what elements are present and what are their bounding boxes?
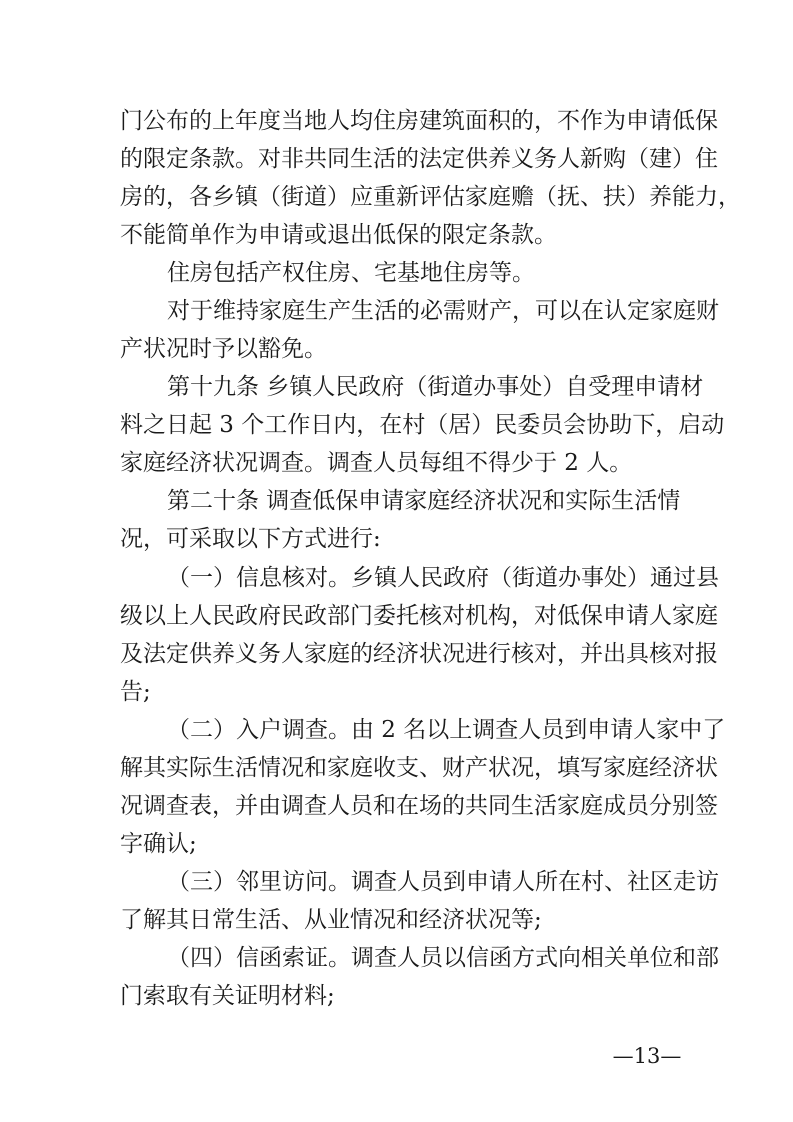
text-line: 字确认; bbox=[120, 831, 197, 857]
text-line: 况，可采取以下方式进行: bbox=[120, 526, 381, 552]
page-number: —13— bbox=[612, 1044, 682, 1068]
text-line: 级以上人民政府民政部门委托核对机构，对低保申请人家庭 bbox=[120, 603, 718, 629]
text-line: （四）信函索证。调查人员以信函方式向相关单位和部 bbox=[167, 945, 719, 971]
text-line: 对于维持家庭生产生活的必需财产，可以在认定家庭财 bbox=[167, 298, 719, 324]
text-line: 了解其日常生活、从业情况和经济状况等; bbox=[120, 907, 542, 933]
text-line: 告; bbox=[120, 679, 151, 705]
text-line: 家庭经济状况调查。调查人员每组不得少于 2 人。 bbox=[120, 450, 633, 476]
text-line: 门公布的上年度当地人均住房建筑面积的，不作为申请低保 bbox=[120, 108, 718, 134]
text-line: 及法定供养义务人家庭的经济状况进行核对，并出具核对报 bbox=[120, 641, 718, 667]
text-line: 解其实际生活情况和家庭收支、财产状况，填写家庭经济状 bbox=[120, 755, 718, 781]
text-line: 的限定条款。对非共同生活的法定供养义务人新购（建）住 bbox=[120, 146, 718, 172]
text-line: （三）邻里访问。调查人员到申请人所在村、社区走访 bbox=[167, 869, 719, 895]
text-line: 产状况时予以豁免。 bbox=[120, 336, 327, 362]
text-line: 料之日起 3 个工作日内，在村（居）民委员会协助下，启动 bbox=[120, 412, 725, 438]
text-line: 门索取有关证明材料; bbox=[120, 983, 335, 1009]
text-line: 住房包括产权住房、宅基地住房等。 bbox=[167, 260, 535, 286]
text-line: 不能简单作为申请或退出低保的限定条款。 bbox=[120, 222, 557, 248]
text-line: （二）入户调查。由 2 名以上调查人员到申请人家中了 bbox=[167, 717, 726, 743]
text-line: 第十九条 乡镇人民政府（街道办事处）自受理申请材 bbox=[167, 374, 704, 400]
text-line: 第二十条 调查低保申请家庭经济状况和实际生活情 bbox=[167, 488, 681, 514]
text-line: （一）信息核对。乡镇人民政府（街道办事处）通过县 bbox=[167, 565, 719, 591]
text-line: 况调查表，并由调查人员和在场的共同生活家庭成员分别签 bbox=[120, 793, 718, 819]
text-line: 房的，各乡镇（街道）应重新评估家庭赡（抚、扶）养能力， bbox=[120, 184, 741, 210]
